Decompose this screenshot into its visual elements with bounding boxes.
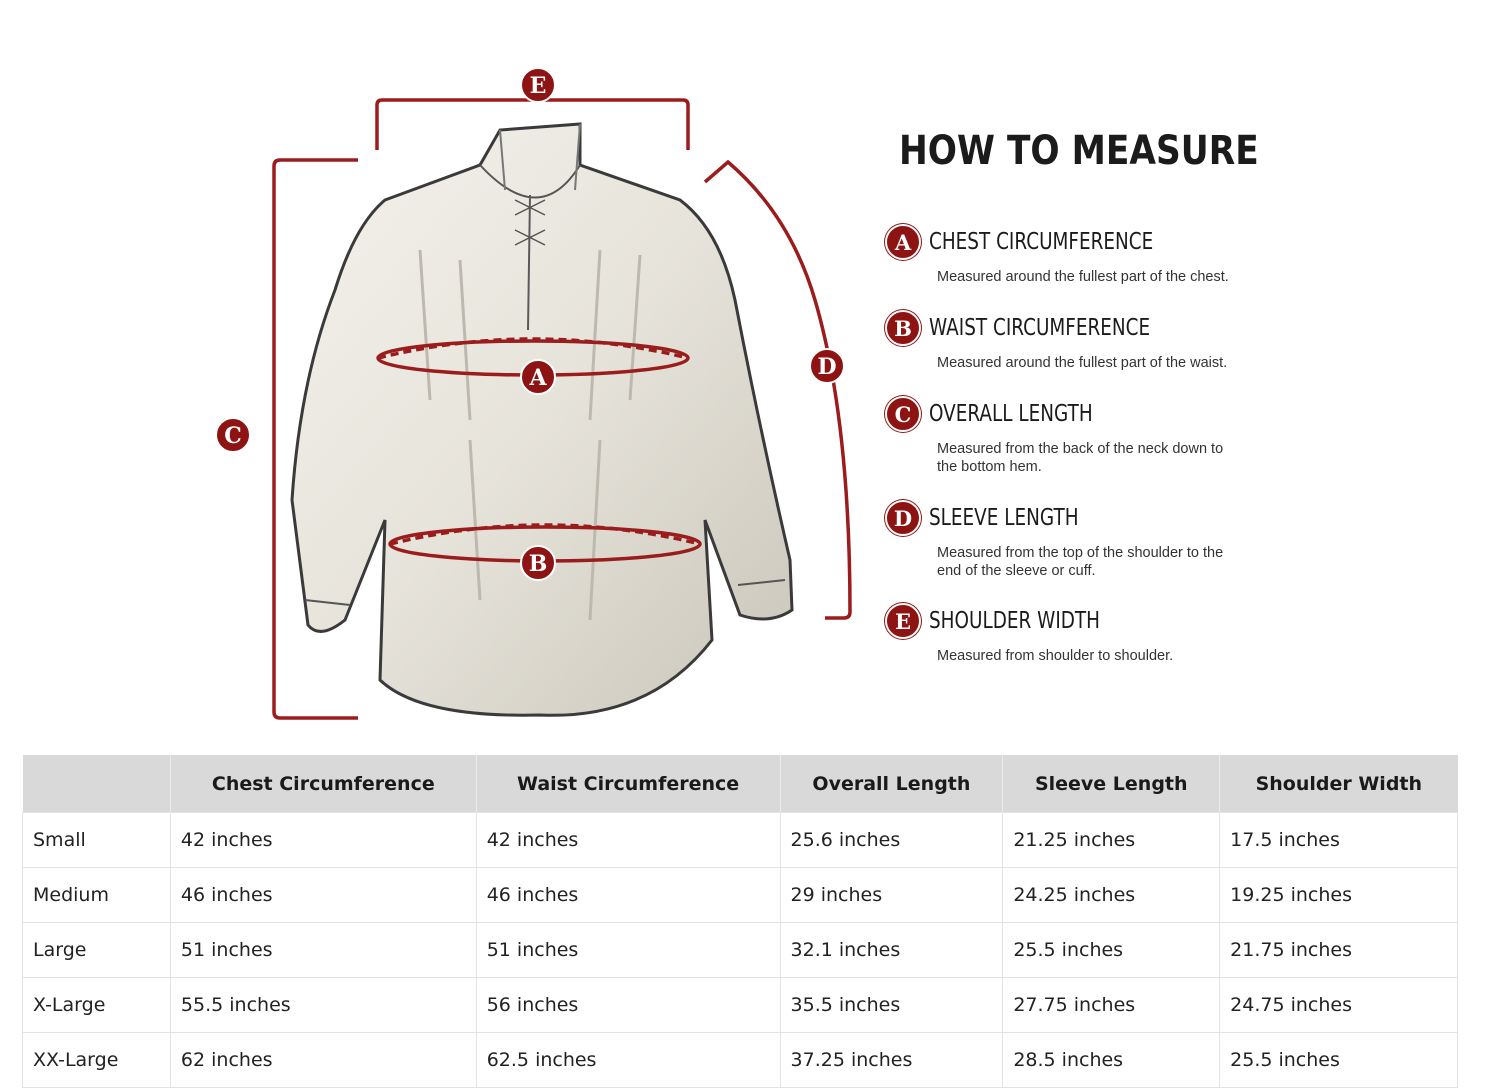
size-label: Small — [23, 813, 171, 868]
table-cell: 62.5 inches — [476, 1033, 780, 1088]
svg-text:C: C — [224, 423, 242, 449]
table-cell: 32.1 inches — [780, 923, 1003, 978]
table-cell: 24.25 inches — [1003, 868, 1220, 923]
step-title: SLEEVE LENGTH — [929, 505, 1079, 531]
table-row — [23, 1033, 1458, 1088]
step-description: Measured from the back of the neck down to the bottom hem. — [937, 441, 1224, 475]
table-cell: 25.5 inches — [1220, 1033, 1458, 1088]
svg-text:D: D — [817, 354, 837, 380]
step-shoulder — [885, 603, 1305, 665]
size-chart-table — [22, 755, 1458, 1088]
how-to-measure-guide — [885, 128, 1305, 664]
table-cell: 21.25 inches — [1003, 813, 1220, 868]
table-cell: 25.6 inches — [780, 813, 1003, 868]
step-sleeve — [885, 500, 1305, 580]
letter-e-icon: E — [885, 603, 921, 639]
marker-a-icon — [521, 360, 555, 394]
table-row — [23, 813, 1458, 868]
step-waist — [885, 310, 1305, 372]
table-cell: 51 inches — [476, 923, 780, 978]
marker-c-icon — [216, 418, 250, 452]
shirt-illustration — [292, 124, 792, 715]
table-cell: 21.75 inches — [1220, 923, 1458, 978]
column-header — [23, 755, 171, 813]
table-row — [23, 978, 1458, 1033]
table-cell: 24.75 inches — [1220, 978, 1458, 1033]
letter-b-icon: B — [885, 310, 921, 346]
table-cell: 51 inches — [170, 923, 476, 978]
shirt-diagram — [0, 0, 880, 740]
svg-text:A: A — [529, 365, 547, 391]
column-header: Waist Circumference — [476, 755, 780, 813]
table-cell: 19.25 inches — [1220, 868, 1458, 923]
step-title: SHOULDER WIDTH — [929, 608, 1101, 634]
table-row — [23, 868, 1458, 923]
table-cell: 56 inches — [476, 978, 780, 1033]
table-cell: 55.5 inches — [170, 978, 476, 1033]
step-description: Measured around the fullest part of the waist. — [937, 355, 1228, 371]
svg-text:E: E — [529, 73, 547, 99]
size-label: Large — [23, 923, 171, 978]
step-title: CHEST CIRCUMFERENCE — [929, 229, 1154, 255]
letter-c-icon: C — [885, 396, 921, 432]
step-chest — [885, 224, 1305, 286]
size-label: X-Large — [23, 978, 171, 1033]
table-cell: 28.5 inches — [1003, 1033, 1220, 1088]
size-label: XX-Large — [23, 1033, 171, 1088]
svg-text:B: B — [528, 551, 548, 577]
column-header: Overall Length — [780, 755, 1003, 813]
column-header: Chest Circumference — [170, 755, 476, 813]
letter-a-icon: A — [885, 224, 921, 260]
step-description: Measured from shoulder to shoulder. — [937, 648, 1174, 664]
table-cell: 46 inches — [170, 868, 476, 923]
step-description: Measured around the fullest part of the chest. — [937, 269, 1229, 285]
table-cell: 37.25 inches — [780, 1033, 1003, 1088]
marker-b-icon — [521, 546, 555, 580]
marker-e-icon — [521, 68, 555, 102]
table-cell: 27.75 inches — [1003, 978, 1220, 1033]
table-cell: 17.5 inches — [1220, 813, 1458, 868]
step-overall-length — [885, 396, 1305, 476]
column-header: Sleeve Length — [1003, 755, 1220, 813]
table-header-row — [23, 755, 1458, 813]
table-cell: 29 inches — [780, 868, 1003, 923]
step-title: WAIST CIRCUMFERENCE — [929, 315, 1151, 341]
column-header: Shoulder Width — [1220, 755, 1458, 813]
table-cell: 35.5 inches — [780, 978, 1003, 1033]
table-cell: 42 inches — [170, 813, 476, 868]
table-cell: 46 inches — [476, 868, 780, 923]
table-cell: 62 inches — [170, 1033, 476, 1088]
table-cell: 25.5 inches — [1003, 923, 1220, 978]
letter-d-icon: D — [885, 500, 921, 536]
guide-title: HOW TO MEASURE — [899, 128, 1259, 174]
step-description: Measured from the top of the shoulder to the end of the sleeve or cuff. — [937, 545, 1224, 579]
size-label: Medium — [23, 868, 171, 923]
table-cell: 42 inches — [476, 813, 780, 868]
step-title: OVERALL LENGTH — [929, 401, 1093, 427]
table-row — [23, 923, 1458, 978]
marker-d-icon — [810, 349, 844, 383]
